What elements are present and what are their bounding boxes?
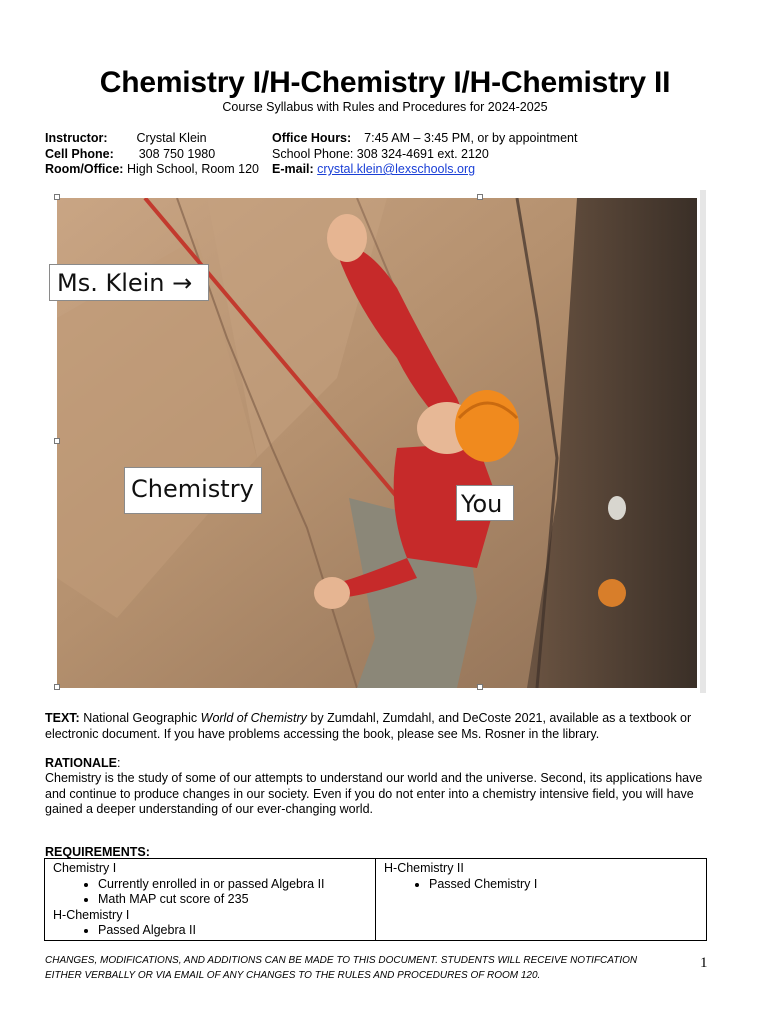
- requirements-heading-text: REQUIREMENTS:: [45, 845, 150, 859]
- contact-left: [45, 131, 259, 178]
- requirements-table: [44, 858, 707, 941]
- email-label: E-mail:: [272, 162, 314, 176]
- instructor-value: Crystal Klein: [136, 131, 207, 145]
- cell-phone-row: [45, 147, 259, 163]
- cell-phone-label: Cell Phone:: [45, 146, 114, 161]
- text-paragraph: [45, 711, 717, 742]
- room-value: High School, Room 120: [126, 162, 259, 176]
- table-row: [45, 859, 707, 941]
- page-number: 1: [700, 955, 708, 971]
- requirements-cell-right: [376, 859, 707, 941]
- course-chemistry-i-list: [53, 877, 368, 908]
- email-row: [272, 162, 577, 178]
- course-h-chemistry-ii: H-Chemistry II: [384, 861, 464, 875]
- footer-notice: CHANGES, MODIFICATIONS, AND ADDITIONS CAN BE MADE TO THIS DOCUMENT. STUDENTS WILL RECEIVE NOTIFCATION EITHER VERBALLY OR VIA EMAIL OF ANY CHANGES TO THE RULES AND PROCEDURES OF ROOM 120.: [45, 955, 638, 981]
- list-item: • Currently enrolled in or passed Algebra II: [98, 877, 368, 893]
- book-title: World of Chemistry: [200, 711, 307, 725]
- text-label: TEXT:: [45, 711, 80, 725]
- instructor-label: Instructor:: [45, 131, 108, 145]
- room-row: [45, 162, 259, 178]
- document-title: Chemistry I/H-Chemistry I/H-Chemistry II: [99, 66, 671, 99]
- resize-handle-top-left[interactable]: [54, 194, 60, 200]
- label-ms-klein: Ms. Klein →: [49, 264, 209, 301]
- office-hours-row: [272, 131, 577, 147]
- office-hours-label: Office Hours:: [272, 131, 352, 145]
- text-after-title: by Zumdahl, Zumdahl, and DeCoste 2021, available as a textbook or electronic document. If you have problems accessing the book, please see Ms. Rosner in the library.: [45, 711, 692, 741]
- resize-handle-left[interactable]: [54, 438, 60, 444]
- course-h-chemistry-ii-list: [384, 877, 699, 893]
- rationale-colon: :: [117, 756, 121, 770]
- requirements-cell-left: [45, 859, 376, 941]
- room-label: Room/Office:: [45, 162, 124, 176]
- rationale-heading: RATIONALE: [45, 756, 117, 770]
- label-you: You: [456, 485, 514, 521]
- email-link[interactable]: crystal.klein@lexschools.org: [317, 162, 476, 176]
- document-subtitle: Course Syllabus with Rules and Procedures for 2024-2025: [222, 100, 548, 114]
- list-item: • Passed Chemistry I: [429, 877, 699, 893]
- resize-handle-bottom-left[interactable]: [54, 684, 60, 690]
- contact-right: [272, 131, 577, 178]
- instructor-row: [45, 131, 259, 147]
- list-item: • Passed Algebra II: [98, 923, 368, 939]
- course-h-chemistry-i: H-Chemistry I: [53, 907, 130, 922]
- course-chemistry-i: Chemistry I: [53, 861, 117, 875]
- course-h-chemistry-i-list: [53, 923, 368, 939]
- rationale-heading-row: [45, 756, 717, 772]
- cell-phone-value: 308 750 1980: [138, 146, 216, 161]
- text-before-title: National Geographic: [79, 711, 201, 725]
- label-chemistry: Chemistry: [124, 467, 262, 514]
- school-phone-row: School Phone: 308 324-4691 ext. 2120: [272, 146, 489, 161]
- list-item: • Math MAP cut score of 235: [98, 892, 368, 908]
- resize-handle-top-right[interactable]: [477, 194, 483, 200]
- resize-handle-bottom[interactable]: [477, 684, 483, 690]
- rationale-body: Chemistry is the study of some of our attempts to understand our world and the universe. Second, its applications have and continue to produce changes in our society. Even if you do not enter into a chemistry intensive field, you will have gained a deeper understanding of our ever-changing world.: [45, 771, 703, 816]
- office-hours-value: 7:45 AM – 3:45 PM, or by appointment: [364, 131, 578, 145]
